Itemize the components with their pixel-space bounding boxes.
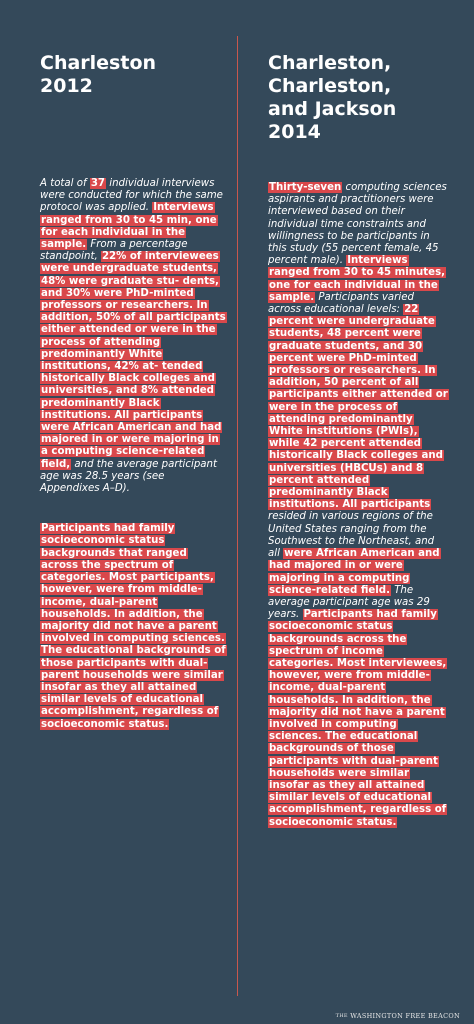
right-paragraph-1 (268, 182, 448, 829)
italic-text: From a percentage standpoint, (40, 239, 188, 263)
right-title (268, 52, 448, 144)
highlighted-text: 37 (90, 178, 105, 189)
column-charleston-2012 (40, 0, 226, 731)
italic-text: A total of (40, 178, 90, 189)
left-title-line: Charleston (40, 52, 157, 74)
italic-text: Participants varied across educational levels: (268, 291, 414, 316)
column-charleston-jackson-2014 (268, 0, 448, 829)
highlighted-text: Thirty-seven (269, 182, 342, 193)
left-paragraph-1 (40, 178, 226, 495)
italic-text: computing sciences aspirants and practitioners were interviewed based on their individual time constraints and willingness to be participants in this study (55 percent female, 45 percent male). (268, 182, 447, 267)
italic-text: resided in various regions of the United States ranging from the Southwest to the Northeast, and all (268, 511, 435, 560)
column-divider (237, 36, 238, 996)
italic-text: and the average participant age was 28.5 years (see Appendixes A–D). (40, 458, 217, 495)
highlighted-text: Participants had family socioeconomic status backgrounds across the spectrum of income categories. Most interviewees, however, were from middle-income, dual-parent households. In addition, the majority did not have a parent involved in computing sciences. The educational backgrounds of those participants with dual-parent households were similar insofar as they all attained similar levels of educational accomplishment, regardless of socioeconomic status. (269, 609, 447, 828)
left-title-year: 2012 (40, 75, 93, 97)
right-title-line: and Jackson (268, 98, 397, 120)
left-paragraph-2 (40, 523, 226, 730)
washington-free-beacon-logo (336, 1012, 460, 1020)
highlighted-text: were African American and had majored in or were majoring in a computing science-related field. (269, 548, 440, 596)
italic-text: individual interviews were conducted for which the same protocol was applied. (40, 178, 223, 214)
right-title-line: Charleston, (268, 75, 392, 97)
highlighted-text: 22 percent were undergraduate students, 48 percent were graduate students, and 30 percent were PhD-minted professors or researchers. In addition, 50 percent of all participants either attended or were in the process of attending predominantly White institutions (PWIs), while 42 percent attended historically Black colleges and universities (HBCUs) and 8 percent attended predominantly Black institutions. All participants (269, 304, 448, 511)
italic-text: The average participant age was 29 years. (268, 584, 430, 621)
highlighted-text: Interviews ranged from 30 to 45 min, one for each individual in the sample. (41, 202, 217, 251)
right-title-year: 2014 (268, 121, 321, 143)
highlighted-text: Interviews ranged from 30 to 45 minutes, one for each individual in the sample. (269, 255, 445, 303)
right-body (268, 182, 448, 829)
left-body (40, 178, 226, 731)
logo-text: WASHINGTON FREE BEACON (350, 1012, 460, 1020)
logo-small-text: THE (335, 1013, 348, 1019)
left-title (40, 52, 226, 98)
right-title-line: Charleston, (268, 52, 392, 74)
highlighted-text: Participants had family socioeconomic status backgrounds that ranged across the spectrum of categories. Most participants, however, were from middle-income, dual-parent households. In addition, the majority did not have a parent involved in computing sciences. The educational backgrounds of those participants with dual-parent households were similar insofar as they all attained similar levels of educational accomplishment, regardless of socioeconomic status. (41, 523, 226, 730)
highlighted-text: 22% of interviewees were undergraduate students, 48% were graduate stu- dents, and 30% were PhD-minted professors or researchers. In addition, 50% of all participants either attended or were in the process of attending predominantly White institutions, 42% at- tended historically Black colleges and universities, and 8% attended predominantly Black institutions. All participants were African American and had majored in or were majoring in a computing science-related field, (41, 251, 226, 470)
